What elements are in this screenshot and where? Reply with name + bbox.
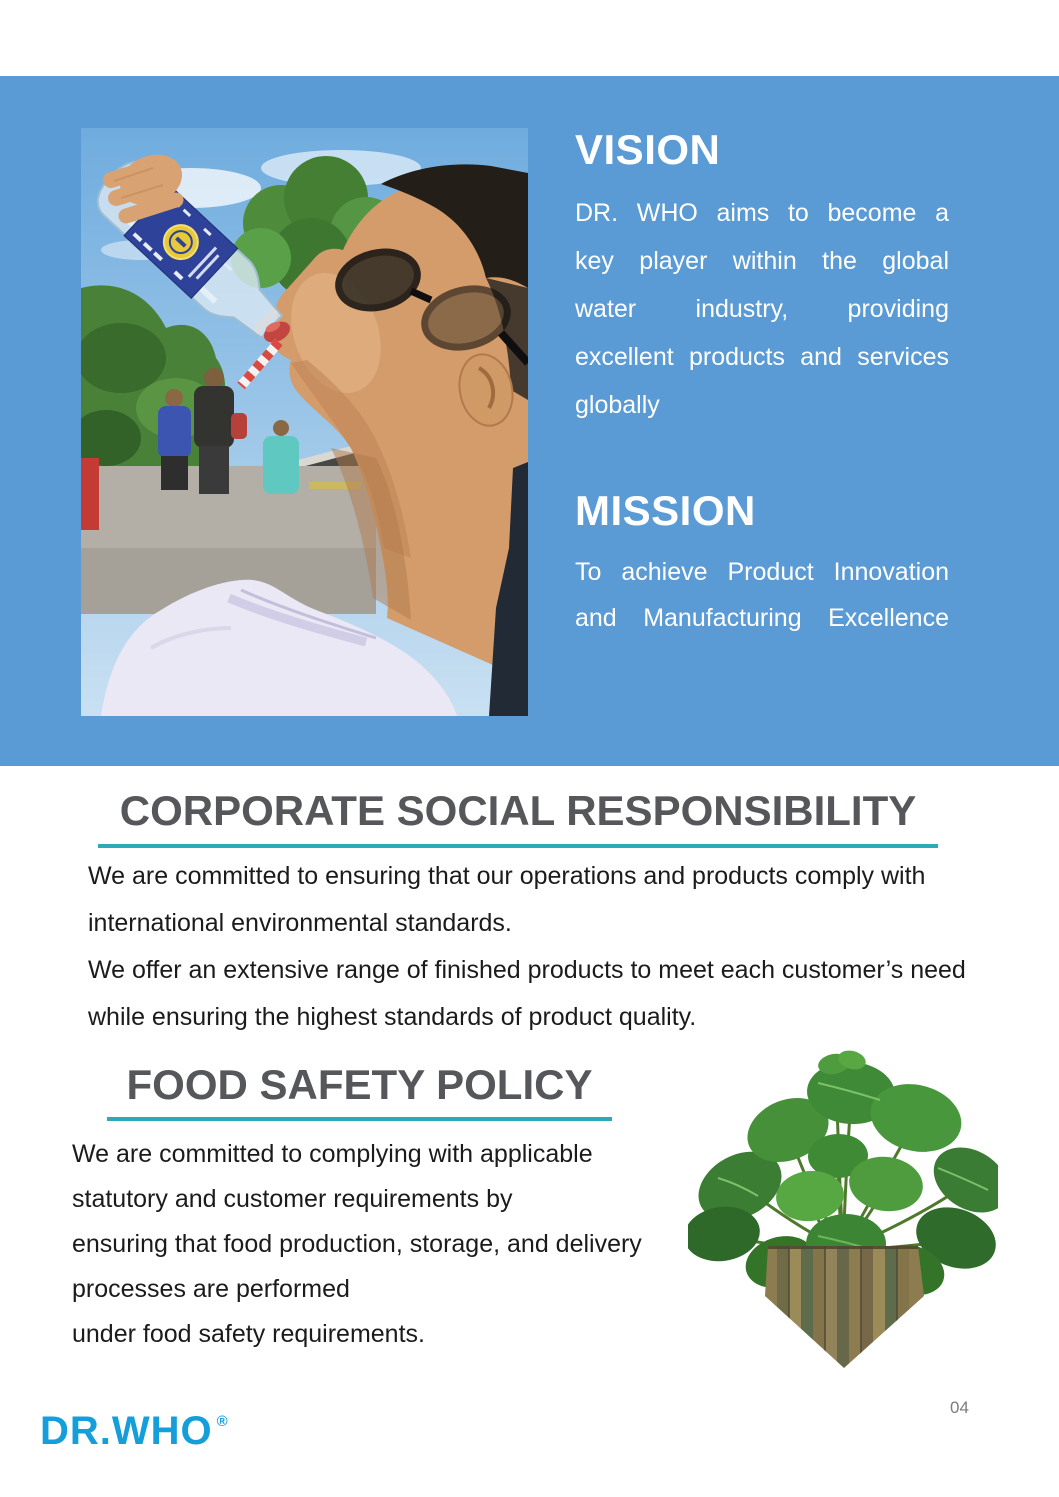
vision-line: globally (575, 391, 660, 419)
csr-accent-underline (98, 844, 938, 848)
csr-line: international environmental standards. (88, 909, 512, 937)
food-safety-line: We are committed to complying with applicable (72, 1140, 593, 1168)
food-safety-line: under food safety requirements. (72, 1320, 425, 1348)
csr-line: We offer an extensive range of finished products to meet each customer’s need (88, 956, 966, 984)
drwho-logo-text: DR.WHO (40, 1409, 213, 1453)
potted-plant-photo (688, 1038, 998, 1373)
food-safety-line: processes are performed (72, 1275, 350, 1303)
mission-line: To achieve Product Innovation (575, 558, 949, 586)
drwho-logo (40, 1411, 229, 1460)
vision-line: DR. WHO aims to become a (575, 199, 949, 227)
csr-line: while ensuring the highest standards of product quality. (88, 1003, 697, 1031)
food-safety-paragraph (72, 1132, 712, 1357)
vision-line: key player within the global (575, 247, 949, 275)
food-safety-line: ensuring that food production, storage, and delivery (72, 1230, 642, 1258)
plant-pot (765, 1241, 925, 1373)
food-safety-accent-underline (107, 1117, 612, 1121)
csr-line: We are committed to ensuring that our operations and products comply with (88, 862, 926, 890)
page-number: 04 (950, 1398, 969, 1417)
food-safety-title: FOOD SAFETY POLICY (126, 1061, 593, 1108)
person-drinking-water-photo (81, 128, 528, 716)
vision-title: VISION (575, 126, 721, 173)
mission-line: and Manufacturing Excellence (575, 604, 949, 632)
vision-line: water industry, providing (575, 295, 949, 323)
food-safety-line: statutory and customer requirements by (72, 1185, 513, 1213)
registered-trademark-icon: ® (216, 1413, 229, 1430)
mission-paragraph (575, 549, 949, 641)
mission-title: MISSION (575, 487, 756, 534)
csr-title: CORPORATE SOCIAL RESPONSIBILITY (119, 787, 917, 834)
vision-paragraph (575, 189, 949, 429)
vision-line: excellent products and services (575, 343, 949, 371)
hero-panel (0, 76, 1059, 766)
csr-paragraph (88, 853, 1023, 1041)
